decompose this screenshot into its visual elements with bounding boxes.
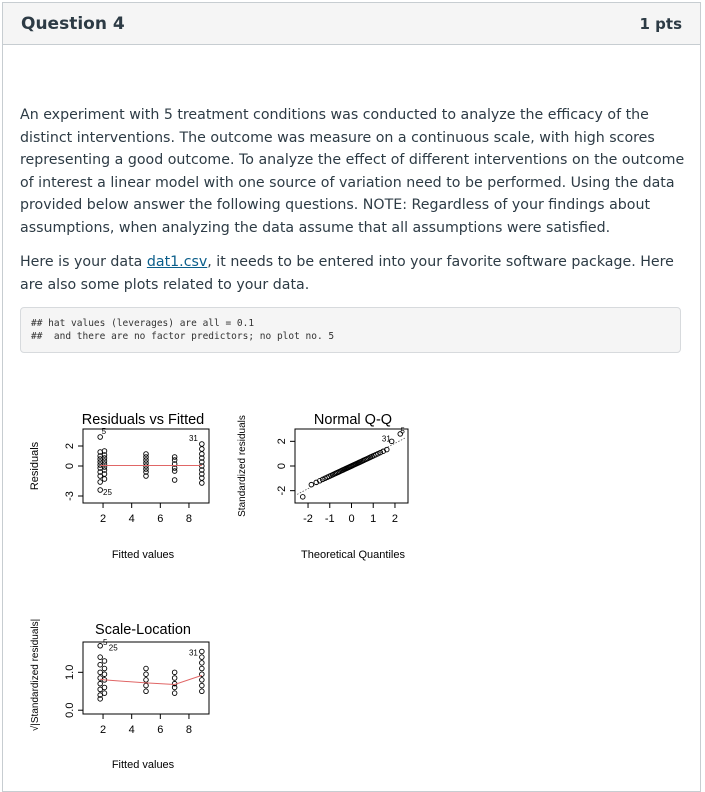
data-point (200, 666, 205, 671)
y-tick-label: 0 (276, 462, 288, 470)
data-point (172, 670, 177, 675)
x-tick-label: 4 (128, 724, 135, 736)
question-title: Question 4 (21, 13, 125, 34)
point-label: 25 (103, 488, 112, 497)
x-tick-label: 6 (157, 513, 164, 525)
x-tick-label: 6 (157, 724, 164, 736)
question-paragraph: An experiment with 5 treatment conditions was conducted to analyze the efficacy of the distinct interventions. The outcome was measure on a continuous scale, with high scores representing a good outcome. To analyze the effect of different interventions on the outcome of interest a linear model with one source of variation need to be performed. Using the data provided below answer the following questions. NOTE: Regardless of your findings about assumptions, when analyzing the data assume that all assumptions were satisfied. (20, 107, 685, 236)
x-tick-label: 2 (391, 513, 399, 525)
data-point (98, 662, 103, 667)
x-tick-label: -1 (324, 513, 335, 525)
data-point (144, 678, 149, 683)
question-points: 1 pts (639, 14, 682, 33)
y-axis-label: Residuals (29, 441, 41, 491)
x-tick-label: 2 (99, 513, 107, 525)
normal-qq-plot (237, 412, 408, 561)
data-point (98, 480, 103, 485)
data-point (102, 659, 107, 664)
y-axis-label: Standardized residuals (237, 415, 248, 517)
data-paragraph-end: , it needs to be entered into your favorite software package. Here are also some plots related to your data. (20, 254, 674, 293)
code-line-2: ## and there are no factor predictors; no plot no. 5 (31, 331, 335, 342)
point-label: 31 (381, 434, 391, 444)
data-point (98, 488, 103, 493)
plot-title: Residuals vs Fitted (81, 412, 205, 428)
data-point (200, 447, 205, 452)
data-point (98, 681, 103, 686)
smoother-line (100, 675, 202, 684)
x-axis-label: Fitted values (111, 759, 175, 771)
data-point (144, 689, 149, 694)
point-label: 5 (101, 427, 107, 436)
data-point (200, 442, 205, 447)
y-tick-label: 0.0 (64, 702, 76, 718)
data-point (172, 676, 177, 681)
diagnostic-plots (0, 380, 705, 779)
data-file-link[interactable]: dat1.csv (146, 254, 208, 270)
data-point (200, 649, 205, 654)
x-tick-label: 4 (128, 513, 135, 525)
scale-location-plot (29, 619, 209, 771)
point-label: 5 (400, 426, 405, 436)
question-header (3, 3, 700, 45)
y-tick-label: -2 (276, 485, 288, 496)
plot-title: Normal Q-Q (313, 412, 393, 428)
data-point (102, 672, 107, 677)
y-tick-label: 0 (64, 462, 76, 470)
data-paragraph (20, 251, 685, 296)
residuals-vs-fitted-plot (29, 412, 209, 561)
data-point (200, 481, 205, 486)
x-tick-label: 8 (185, 724, 193, 736)
data-point (200, 661, 205, 666)
code-line-1: ## hat values (leverages) are all = 0.1 (31, 318, 255, 329)
point-label: 5 (103, 638, 108, 648)
x-tick-label: 0 (348, 513, 355, 525)
data-point (102, 477, 107, 482)
code-output-box (20, 307, 681, 353)
data-point (102, 666, 107, 671)
data-paragraph-start: Here is your data (20, 254, 147, 270)
point-label: 25 (108, 643, 118, 653)
x-tick-label: 1 (370, 513, 377, 525)
x-tick-label: 8 (185, 513, 193, 525)
x-tick-label: -2 (303, 513, 313, 525)
data-point (172, 478, 177, 483)
data-point (144, 672, 149, 677)
data-point (102, 685, 107, 690)
data-point (300, 495, 305, 500)
data-point (200, 678, 205, 683)
y-tick-label: 1.0 (64, 664, 76, 680)
data-point (98, 655, 103, 660)
point-label: 31 (188, 434, 198, 443)
x-axis-label: Theoretical Quantiles (301, 549, 405, 561)
plot-title: Scale-Location (95, 622, 191, 638)
y-axis-label: √|Standardized residuals| (30, 618, 41, 732)
y-tick-label: 2 (64, 442, 76, 450)
data-point (172, 469, 177, 474)
x-axis-label: Fitted values (111, 549, 175, 561)
data-point (200, 683, 205, 688)
data-point (172, 691, 177, 696)
data-point (144, 666, 149, 671)
y-tick-label: 2 (276, 438, 288, 445)
data-point (200, 655, 205, 660)
data-point (200, 689, 205, 694)
data-point (102, 691, 107, 696)
point-label: 31 (188, 648, 198, 658)
data-point (98, 643, 103, 648)
x-tick-label: 2 (99, 724, 107, 736)
y-tick-label: -3 (64, 491, 76, 501)
data-point (309, 482, 314, 487)
data-point (144, 683, 149, 688)
